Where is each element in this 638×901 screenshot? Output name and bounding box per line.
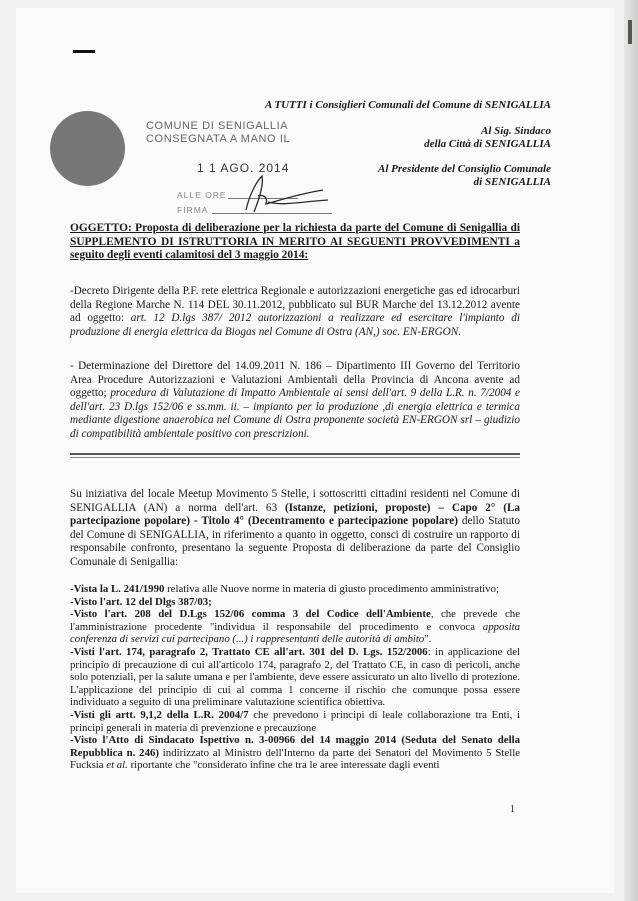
reference-item [70, 608, 520, 646]
initiative-paragraph [70, 488, 520, 569]
reference-item [70, 583, 520, 596]
addressee-president [378, 163, 551, 189]
reference-item [70, 709, 520, 734]
edge-mark [628, 20, 632, 44]
handwritten-signature [228, 172, 338, 217]
addressee-mayor-line2: della Città di SENIGALLIA [424, 138, 551, 150]
reference-art-174: -Visti l'art. 174, paragrafo 2, Trattato CE all'art. 301 del D. Lgs. 152/2006 [70, 645, 428, 658]
addressee-councillors: A TUTTI i Consiglieri Comunali del Comune di SENIGALLIA [264, 99, 551, 111]
reference-item [70, 596, 520, 609]
reference-art-208-quote: apposita conferenza di servizi cui partecipano (...) i rappresentanti delle autorità di ambito [70, 620, 520, 646]
determination-paragraph [70, 360, 520, 441]
stamp-line1: COMUNE DI SENIGALLIA [146, 120, 289, 132]
determination-text: - Determinazione del Direttore del 14.09.2011 N. 186 – Dipartimento III Governo del Territorio Area Procedure Autorizzazioni e Valutazioni Ambientali della Provincia di Ancona avente ad oggetto; [70, 360, 520, 399]
initiative-text-a: Su iniziativa del locale Meetup Movimento 5 Stelle, i sottoscritti cittadini residenti nel Comune di SENIGALLIA (AN) a norma dell'art. 63 [70, 488, 520, 514]
stamp-ore-label: ALLE ORE [177, 190, 227, 200]
stamp-date: 1 1 AGO. 2014 [197, 161, 290, 175]
initiative-text-c: dello Statuto del Comune di SENIGALLIA, in riferimento a quanto in oggetto, consci di costruire un rapporto di responsabile confronto, presentano la seguente Proposta di deliberazione da parte del Consiglio Comunale di Senigallia: [70, 515, 520, 568]
legal-references-list [70, 583, 520, 772]
reference-law-241: -Vista la L. 241/1990 [70, 583, 165, 595]
reference-lr-2004-text: che prevedono i principi di leale collaborazione tra Enti, i principi generali in materia di prevenzione e precauzione [70, 708, 520, 734]
reference-art-208-end: ". [424, 633, 432, 646]
stamp-line2: CONSEGNATA A MANO IL [146, 133, 291, 145]
reference-item [70, 734, 520, 772]
decree-text: -Decreto Dirigente della P.F. rete elettrica Regionale e autorizzazioni energetiche gas ed idrocarburi della Regione Marche N. 114 DEL 30.11.2012, pubblicato sul BUR Marche del 13.12.2012 avente ad oggetto: [70, 285, 520, 324]
addressee-president-line1: Al Presidente del Consiglio Comunale [378, 163, 551, 175]
stamp-firma-label: FIRMA [177, 205, 209, 215]
decree-paragraph [70, 285, 520, 339]
subject-heading: OGGETTO: Proposta di deliberazione per la richiesta da parte del Comune di Senigallia di SUPPLEMENTO DI ISTRUTTORIA IN MERITO AI SEGUENTI PROVVEDIMENTI a seguito degli eventi calamitosi del 3 maggio 2014: [70, 222, 520, 261]
reference-art-208-text: , che prevede che l'amministrazione procedente "individua il responsabile del procedimento e convoca [70, 608, 520, 633]
determination-object: procedura di Valutazione di Impatto Ambientale ai sensi dell'art. 9 della L.R. n. 7/2004 e dell'art. 23 D.lgs 152/06 e ss.mm. ii. – impianto per la produzione ,di energia elettrica e termica mediante digestione anaerobica nel Comune di Ostra proponente società EN-ERGON srl – giudizio di compatibilità ambientale positivo con prescrizioni. [70, 387, 520, 440]
corner-dash [73, 50, 95, 53]
addressee-mayor-line1: Al Sig. Sindaco [481, 125, 551, 137]
reference-senate-act: -Visto l'Atto di Sindacato Ispettivo n. 3-00966 del 14 maggio 2014 (Seduta del Senato della Repubblica n. 246) [70, 734, 520, 759]
reference-item [70, 646, 520, 709]
reference-lr-2004: -Visti gli artt. 9,1,2 della L.R. 2004/7 [70, 708, 249, 721]
reference-law-241-text: relativa alle Nuove norme in materia di giusto procedimento amministrativo; [164, 583, 499, 595]
addressee-president-line2: di SENIGALLIA [473, 176, 551, 188]
reference-senate-act-etal: et al. [106, 759, 128, 772]
reference-art-174-text: : in applicazione del principio di precauzione di cui all'articolo 174, paragrafo 2, del Trattato CE, in caso di pericoli, anche solo potenziali, per la salute umana e per l'ambiente, deve essere assicurato un alto livello di protezione. L'applicazione del principio di cui al comma 1 concerne il rischio che comunque possa essere individuato a seguito di una preliminare valutazione scientifica obiettiva. [70, 645, 520, 709]
redaction-circle [50, 111, 125, 186]
reference-senate-act-end: riportante che "considerato infine che tra le aree interessate dagli eventi [127, 759, 440, 772]
reference-art-208: -Visto l'art. 208 del D.Lgs 152/06 comma 3 del Codice dell'Ambiente [70, 608, 431, 621]
reference-dlgs-387: -Visto l'art. 12 del Dlgs 387/03; [70, 595, 212, 608]
separator-rule [70, 453, 520, 455]
reference-senate-act-text: indirizzato al Ministro dell'Interno da parte dei Senatori del Movimento 5 Stelle Fucksia [70, 746, 520, 772]
addressee-mayor [424, 125, 551, 151]
page-edge-shadow [624, 0, 638, 901]
page-number: 1 [510, 804, 515, 815]
initiative-statute-ref: (Istanze, petizioni, proposte) – Capo 2° (La partecipazione popolare) - Titolo 4° (Decentramento e partecipazione popolare) [70, 501, 520, 527]
decree-object: art. 12 D.lgs 387/ 2012 autorizzazioni a realizzare ed esercitare l'impianto di produzione di energia elettrica da Biogas nel Comune di Ostra (AN,) soc. EN-ERGON. [70, 312, 520, 338]
separator-rule-thin [70, 457, 520, 458]
reception-stamp [146, 120, 290, 146]
